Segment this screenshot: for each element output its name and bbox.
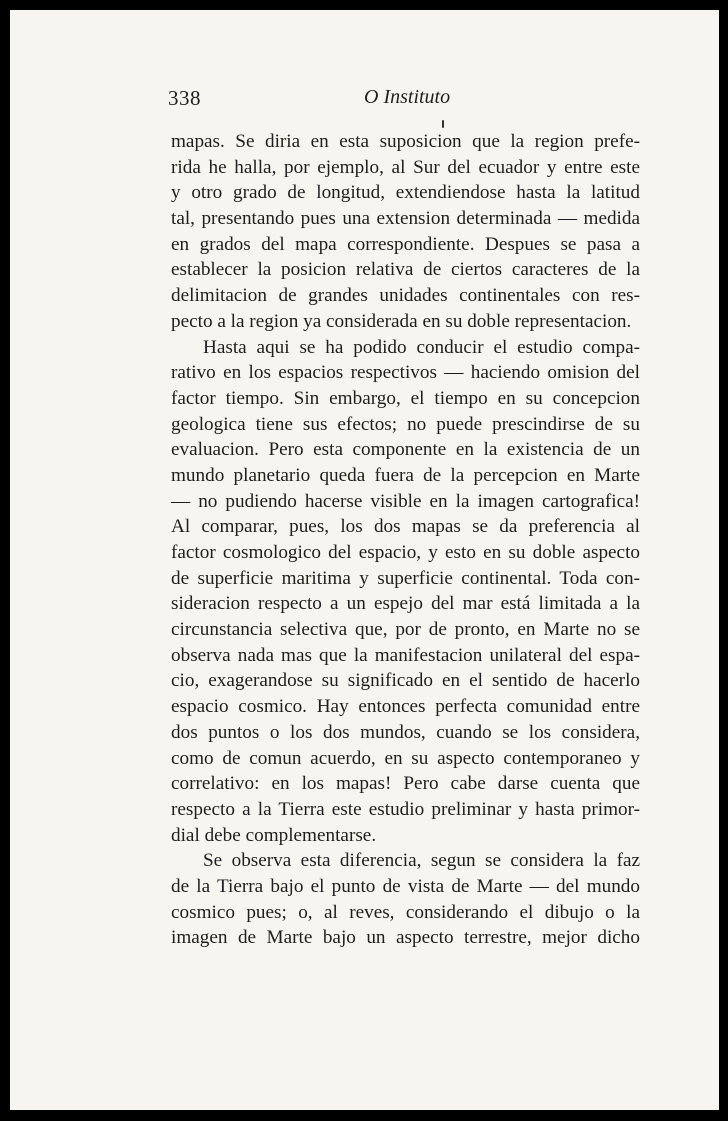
text-line: de superficie maritima y superficie continental. Toda con-	[171, 567, 640, 589]
text-line: sideracion respecto a un espejo del mar está limitada a la	[171, 593, 640, 615]
text-line: rativo en los espacios respectivos — haciendo omision del	[171, 362, 640, 384]
text-line: observa nada mas que la manifestacion unilateral del espa-	[171, 644, 640, 666]
text-line: pecto a la region ya considerada en su doble representacion.	[171, 310, 632, 332]
text-line: circunstancia selectiva que, por de pronto, en Marte no se	[171, 619, 640, 641]
text-line: Al comparar, pues, los dos mapas se da preferencia al	[171, 516, 640, 538]
body-text	[171, 129, 640, 951]
text-line: delimitacion de grandes unidades continentales con res-	[171, 285, 640, 307]
text-line: — no pudiendo hacerse visible en la imagen cartografica!	[171, 490, 640, 512]
text-line: geologica tiene sus efectos; no puede prescindirse de su	[171, 413, 640, 435]
text-line: factor cosmologico del espacio, y esto en su doble aspecto	[171, 542, 640, 563]
text-line: mapas. Se diria en esta suposicion que la region prefe-	[171, 131, 640, 152]
page-number: 338	[168, 86, 201, 110]
text-line: correlativo: en los mapas! Pero cabe darse cuenta que	[171, 773, 640, 795]
text-line: Hasta aqui se ha podido conducir el estudio compa-	[203, 336, 640, 358]
text-line: imagen de Marte bajo un aspecto terrestre, mejor dicho	[171, 927, 640, 949]
print-speck	[442, 120, 444, 128]
text-line: factor tiempo. Sin embargo, el tiempo en su concepcion	[171, 387, 640, 409]
text-line: establecer la posicion relativa de ciertos caracteres de la	[171, 259, 640, 281]
text-line: dos puntos o los dos mundos, cuando se los considera,	[171, 721, 640, 743]
text-line: tal, presentando pues una extension determinada — medida	[171, 208, 640, 230]
text-line: y otro grado de longitud, extendiendose hasta la latitud	[171, 182, 640, 204]
text-line: mundo planetario queda fuera de la percepcion en Marte	[171, 464, 640, 486]
text-line: en grados del mapa correspondiente. Despues se pasa a	[171, 233, 640, 255]
text-line: cosmico pues; o, al reves, considerando el dibujo o la	[171, 901, 640, 923]
text-line: dial debe complementarse.	[171, 824, 377, 846]
page-header	[168, 86, 648, 116]
text-line: espacio cosmico. Hay entonces perfecta comunidad entre	[171, 696, 640, 718]
text-line: como de comun acuerdo, en su aspecto contemporaneo y	[171, 747, 640, 769]
book-page	[10, 10, 719, 1110]
running-title: O Instituto	[364, 86, 451, 108]
text-line: evaluacion. Pero esta componente en la existencia de un	[171, 439, 640, 461]
text-line: rida he halla, por ejemplo, al Sur del ecuador y entre este	[171, 156, 640, 178]
text-line: cio, exagerandose su significado en el sentido de hacerlo	[171, 670, 640, 692]
text-line: Se observa esta diferencia, segun se considera la faz	[203, 850, 640, 872]
text-line: respecto a la Tierra este estudio preliminar y hasta primor-	[171, 798, 640, 820]
text-line: de la Tierra bajo el punto de vista de Marte — del mundo	[171, 875, 640, 897]
